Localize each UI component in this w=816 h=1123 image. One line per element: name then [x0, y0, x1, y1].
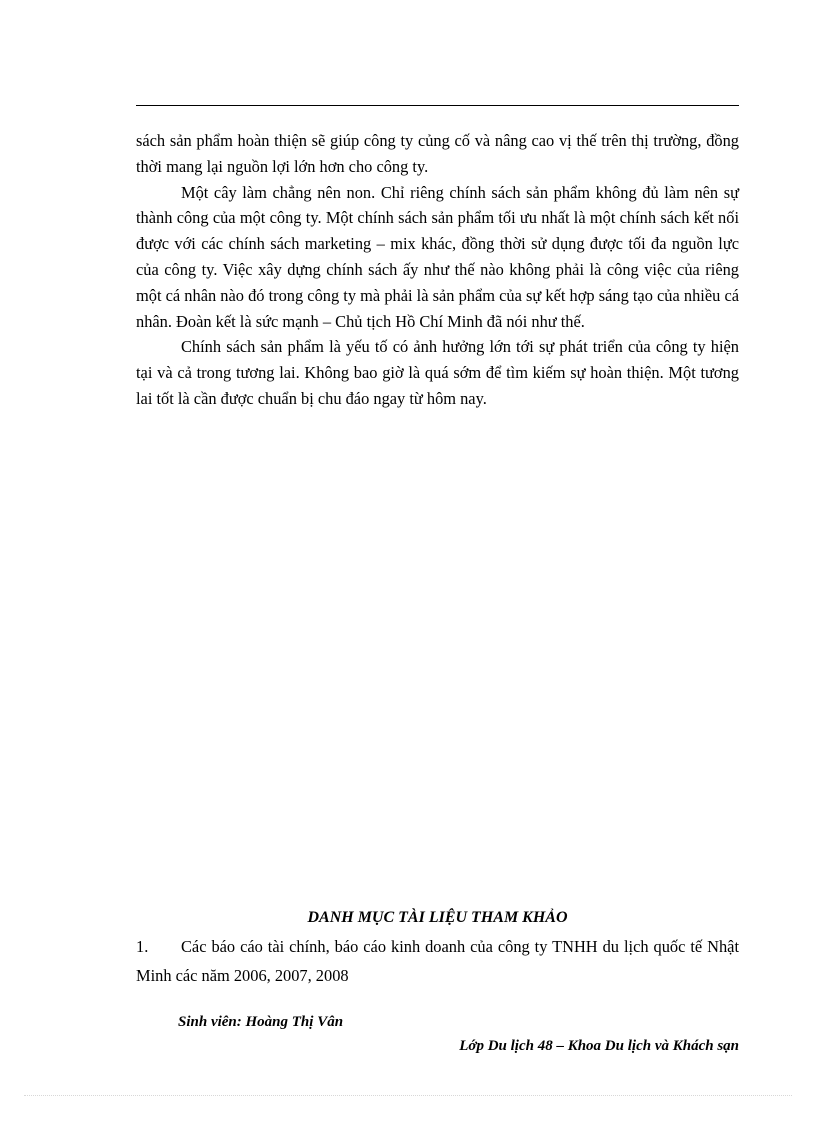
paragraph-continuation: sách sản phẩm hoàn thiện sẽ giúp công ty củng cố và nâng cao vị thế trên thị trường, đồng thời mang lại nguồn lợi lớn hơn cho công ty. [136, 131, 739, 176]
reference-text: Các báo cáo tài chính, báo cáo kinh doanh của công ty TNHH du lịch quốc tế Nhật Minh các năm 2006, 2007, 2008 [136, 937, 739, 985]
reference-number: 1. [136, 937, 149, 956]
references-title: DANH MỤC TÀI LIỆU THAM KHẢO [307, 909, 568, 926]
footer-student-name: Sinh viên: Hoàng Thị Vân [178, 1014, 344, 1030]
reference-item [136, 932, 739, 990]
footer-class-info: Lớp Du lịch 48 – Khoa Du lịch và Khách sạn [459, 1038, 739, 1054]
page-bottom-border [24, 1095, 792, 1096]
paragraph-conclusion: Chính sách sản phẩm là yếu tố có ảnh hưởng lớn tới sự phát triển của công ty hiện tại và cả trong tương lai. Không bao giờ là quá sớm để tìm kiếm sự hoàn thiện. Một tương lai tốt là cần được chuẩn bị chu đáo ngay từ hôm nay. [136, 337, 739, 408]
body-text [136, 128, 739, 412]
paragraph-teamwork: Một cây làm chẳng nên non. Chỉ riêng chính sách sản phẩm không đủ làm nên sự thành công của một công ty. Một chính sách sản phẩm tối ưu nhất là một chính sách kết nối được với các chính sách marketing – mix khác, đồng thời sử dụng được tối đa nguồn lực của công ty. Việc xây dựng chính sách ấy như thế nào không phải là công việc của riêng một cá nhân nào đó trong công ty mà phải là sản phẩm của sự kết hợp sáng tạo của nhiều cá nhân. Đoàn kết là sức mạnh – Chủ tịch Hồ Chí Minh đã nói như thế. [136, 182, 739, 331]
header-rule [136, 105, 739, 106]
references-list [136, 932, 739, 990]
